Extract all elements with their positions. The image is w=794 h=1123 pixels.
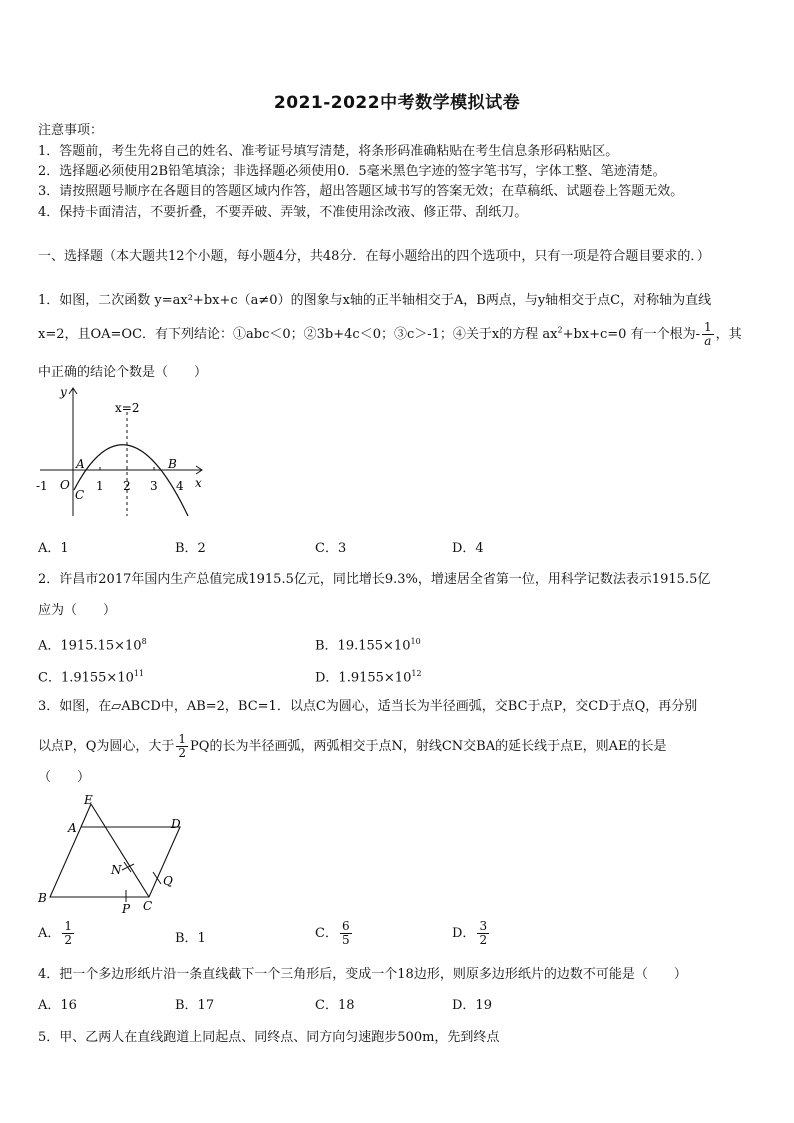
- extension-ae: [81, 804, 91, 827]
- q3-option-a-den: 2: [64, 933, 73, 947]
- q1-option-a[interactable]: A．1: [38, 541, 69, 556]
- q3-option-c[interactable]: [315, 920, 354, 947]
- q2-option-a-exp: 8: [141, 637, 147, 646]
- q3-option-b[interactable]: B．1: [175, 931, 206, 946]
- q3-option-a-frac: [62, 920, 74, 947]
- q2-option-c-exp: 11: [133, 669, 145, 678]
- notice-item-4: 4．保持卡面清洁，不要折叠，不要弄破、弄皱，不准使用涂改液、修正带、刮纸刀。: [38, 205, 528, 220]
- graph-label-O: O: [60, 478, 70, 492]
- q4-option-d[interactable]: D．19: [452, 998, 492, 1013]
- q4-option-c[interactable]: C．18: [315, 998, 355, 1013]
- parabola-curve: [74, 445, 188, 516]
- graph-tick-2: 2: [123, 479, 131, 493]
- q2-option-c[interactable]: [38, 665, 144, 687]
- graph-axis-label: x=2: [115, 401, 140, 415]
- fig-label-N: N: [111, 863, 122, 877]
- graph-y-label: y: [60, 385, 67, 399]
- q3-option-d[interactable]: [452, 920, 491, 947]
- notice-heading: 注意事项：: [38, 123, 104, 138]
- q3-option-c-num: 6: [341, 919, 350, 933]
- q2-option-c-base: C．1.9155×10: [38, 670, 134, 686]
- graph-x-label: x: [195, 476, 202, 490]
- q2-option-b-exp: 10: [410, 637, 421, 646]
- q2-line2: 应为（ ）: [38, 603, 117, 618]
- q3-frac-num: 1: [178, 732, 187, 746]
- q1-line2-post: ，其: [715, 327, 742, 342]
- graph-tick-neg1: -1: [36, 479, 48, 493]
- fig-label-C: C: [143, 899, 153, 913]
- q4-option-b[interactable]: B．17: [175, 998, 215, 1013]
- q3-frac-den: 2: [178, 746, 187, 760]
- fig-label-Q: Q: [163, 874, 173, 888]
- q3-line2: [38, 733, 666, 760]
- q3-line1: 3．如图，在▱ABCD中，AB=2，BC=1．以点C为圆心，适当长为半径画弧，交BC于点P，交CD于点Q，再分别: [38, 699, 698, 714]
- q1-frac-num: 1: [703, 320, 712, 334]
- q5-line1: 5．甲、乙两人在直线跑道上同起点、同终点、同方向匀速跑步500m，先到终点: [38, 1030, 500, 1045]
- q2-line1: 2．许昌市2017年国内生产总值完成1915.5亿元，同比增长9.3%，增速居全省第一位，用科学记数法表示1915.5亿: [38, 572, 711, 587]
- q1-line2-sup: 2: [557, 325, 563, 335]
- q2-option-a[interactable]: [38, 633, 147, 655]
- graph-tick-3: 3: [150, 479, 158, 493]
- q3-line3: （ ）: [38, 770, 91, 785]
- parallelogram-abcd: [50, 827, 180, 897]
- q3-option-a-num: 1: [64, 919, 73, 933]
- q3-fraction: [176, 733, 188, 760]
- q1-line2-pre: x=2，且OA=OC．有下列结论：①abc＜0；②3b+4c＜0；③c＞-1；④关于x的方程 ax: [38, 327, 558, 342]
- notice-item-2: 2．选择题必须使用2B铅笔填涂；非选择题必须使用0．5毫米黑色字迹的签字笔书写，字体工整、笔迹清楚。: [38, 164, 666, 179]
- q1-line2: [38, 321, 742, 348]
- q1-line2-mid: +bx+c=0 有一个根为-: [562, 327, 700, 342]
- graph-tick-1: 1: [96, 479, 104, 493]
- q1-parabola-graph: [30, 382, 210, 522]
- q3-parallelogram-figure: [30, 792, 200, 917]
- notice-item-1: 1．答题前，考生先将自己的姓名、准考证号填写清楚，将条形码准确粘贴在考生信息条形码粘贴区。: [38, 144, 619, 159]
- q2-option-b[interactable]: [315, 633, 421, 655]
- q3-option-d-den: 2: [479, 933, 488, 947]
- q1-frac-den: a: [704, 334, 712, 348]
- fig-label-P: P: [122, 902, 131, 916]
- q1-option-b[interactable]: B．2: [175, 541, 206, 556]
- q2-option-d-base: D．1.9155×10: [315, 670, 412, 686]
- q3-line2-pre: 以点P，Q为圆心，大于: [38, 739, 175, 754]
- graph-label-B: B: [168, 457, 177, 471]
- q1-option-d[interactable]: D．4: [452, 541, 484, 556]
- fig-label-D: D: [171, 817, 181, 831]
- q3-line2-post: PQ的长为半径画弧，两弧相交于点N，射线CN交BA的延长线于点E，则AE的长是: [190, 739, 667, 754]
- q3-option-c-den: 5: [341, 933, 350, 947]
- ray-ce: [91, 804, 149, 897]
- q3-option-a[interactable]: [38, 920, 76, 947]
- q4-option-a[interactable]: A．16: [38, 998, 77, 1013]
- graph-label-A: A: [76, 457, 85, 471]
- fig-label-A: A: [68, 821, 77, 835]
- notice-item-3: 3．请按照题号顺序在各题目的答题区域内作答，超出答题区域书写的答案无效；在草稿纸、试题卷上答题无效。: [38, 184, 684, 199]
- fig-label-B: B: [38, 891, 47, 905]
- q3-option-d-label: D．: [452, 926, 476, 941]
- q2-option-d[interactable]: [315, 665, 422, 687]
- q1-option-c[interactable]: C．3: [315, 541, 347, 556]
- q2-option-b-base: B．19.155×10: [315, 638, 411, 654]
- q4-line1: 4．把一个多边形纸片沿一条直线截下一个三角形后，变成一个18边形，则原多边形纸片的边数不可能是（ ）: [38, 967, 687, 982]
- graph-tick-4: 4: [176, 479, 184, 493]
- section-heading: 一、选择题（本大题共12个小题，每小题4分，共48分．在每小题给出的四个选项中，只有一项是符合题目要求的．）: [38, 249, 710, 264]
- q3-option-c-label: C．: [315, 926, 338, 941]
- fig-label-E: E: [84, 793, 93, 807]
- q3-option-a-label: A．: [38, 926, 61, 941]
- q3-option-d-frac: [477, 920, 489, 947]
- q1-fraction: [702, 321, 714, 348]
- q3-option-d-num: 3: [479, 919, 488, 933]
- q1-line3: 中正确的结论个数是（ ）: [38, 365, 208, 380]
- q3-option-c-frac: [340, 920, 352, 947]
- q2-option-d-exp: 12: [411, 669, 422, 678]
- q2-option-a-base: A．1915.15×10: [38, 638, 142, 654]
- page-title: 2021-2022中考数学模拟试卷: [273, 93, 521, 113]
- q1-line1: 1．如图，二次函数 y=ax²+bx+c（a≠0）的图象与x轴的正半轴相交于A，B两点，与y轴相交于点C，对称轴为直线: [38, 293, 712, 308]
- graph-label-C: C: [75, 488, 85, 502]
